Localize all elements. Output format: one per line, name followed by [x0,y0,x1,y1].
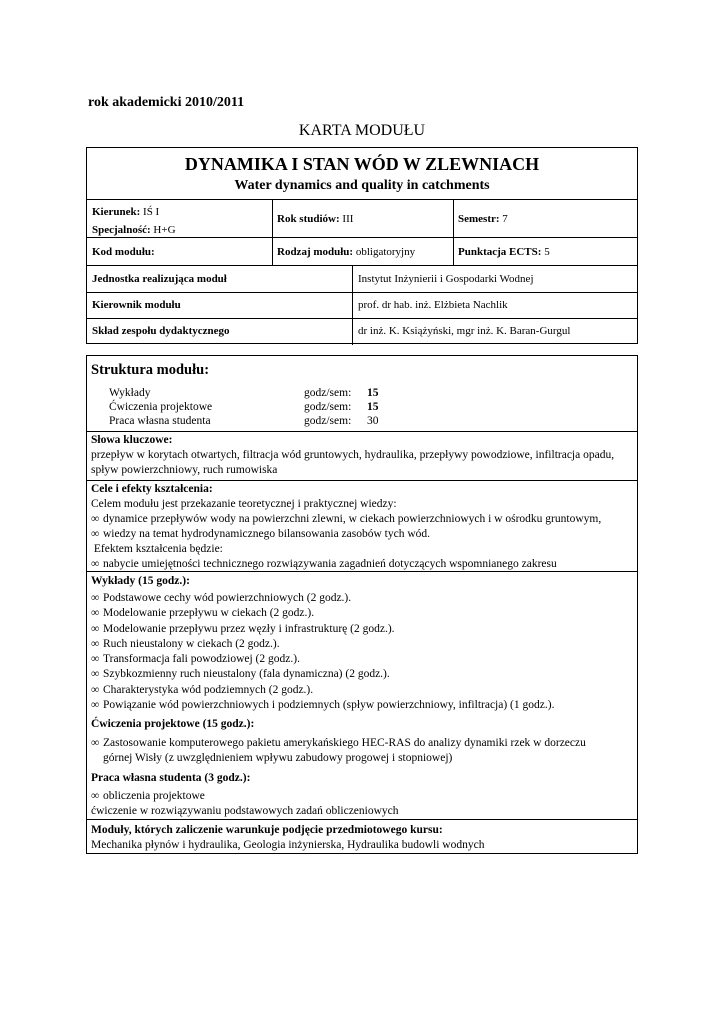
infinity-bullet-icon: ∞ [91,513,100,525]
exercises-line2: górnej Wisły (z uwzględnieniem wpływu zabudowy progowej i stopniowej) [103,752,453,764]
module-title-pl: DYNAMIKA I STAN WÓD W ZLEWNIACH [184,154,540,174]
lecture-item-text: Charakterystyka wód podziemnych (2 godz.). [103,683,314,696]
kierownik-label: Kierownik modułu [92,299,181,311]
selfwork-text: ćwiczenie w rozwiązywaniu podstawowych zadań obliczeniowych [91,805,399,817]
structure-hours: 15 [367,387,379,399]
keywords-text: przepływ w korytach otwartych, filtracja wód gruntowych, hydraulika, przepływy powodziowe, infiltracja opadu, spływ powierzchniowy, ruch rumowiska [91,449,615,477]
goals-heading: Cele i efekty kształcenia: [91,483,213,495]
structure-row-lectures [109,386,150,400]
infinity-bullet-icon: ∞ [91,699,100,712]
lecture-item-text: Modelowanie przepływu w ciekach (2 godz.). [103,607,315,620]
structure-unit: godz/sem: [304,401,352,413]
goals-effect [91,557,633,572]
infinity-bullet-icon: ∞ [91,683,100,696]
selfwork-item [91,789,633,804]
lecture-item-text: Ruch nieustalony w ciekach (2 godz.). [103,637,280,650]
structure-hours: 15 [367,401,379,413]
academic-year: rok akademicki 2010/2011 [88,95,245,110]
ects-value: 5 [544,246,550,258]
infinity-bullet-icon: ∞ [91,558,100,570]
lecture-item [91,667,633,682]
rodzaj-label: Rodzaj modułu: [277,246,354,258]
lectures-list [91,591,633,713]
lecture-item [91,683,633,698]
structure-row-selfwork [109,414,211,428]
infinity-bullet-icon: ∞ [91,528,100,540]
infinity-bullet-icon: ∞ [91,790,100,802]
exercises-heading: Ćwiczenia projektowe (15 godz.): [91,718,255,730]
infinity-bullet-icon: ∞ [91,737,100,749]
ects-label: Punktacja ECTS: [458,246,542,258]
rodzaj-value: obligatoryjny [355,246,416,258]
infinity-bullet-icon: ∞ [91,668,100,681]
structure-hours: 30 [367,415,379,427]
semestr-value: 7 [502,213,508,225]
lecture-item-text: Szybkozmienny ruch nieustalony (fala dynamiczna) (2 godz.). [103,668,390,681]
lecture-item [91,698,633,713]
kierunek-field [92,205,159,220]
structure-name: Ćwiczenia projektowe [109,401,213,413]
prereq-heading: Moduły, których zaliczenie warunkuje podjęcie przedmiotowego kursu: [91,824,443,836]
selfwork-item-text: obliczenia projektowe [103,790,205,802]
goals-item [91,527,633,542]
lecture-item-text: Modelowanie przepływu przez węzły i infrastrukturę (2 godz.). [103,622,395,635]
infinity-bullet-icon: ∞ [91,592,100,604]
lecture-item [91,652,633,667]
goals-effect-intro: Efektem kształcenia będzie: [91,543,223,555]
specjalnosc-value: H+G [153,224,176,236]
structure-name: Wykłady [109,387,151,399]
semestr-field [458,212,508,227]
structure-unit: godz/sem: [304,387,352,399]
selfwork-heading: Praca własna studenta (3 godz.): [91,772,251,784]
goals-effect-text: nabycie umiejętności technicznego rozwiązywania zagadnień dotyczących wspomnianego zakresu [103,558,557,570]
lecture-item [91,606,633,621]
exercises-line1-text: Zastosowanie komputerowego pakietu amerykańskiego HEC-RAS do analizy dynamiki rzek w dorzeczu [103,737,586,749]
lectures-heading: Wykłady (15 godz.): [91,575,190,587]
sklad-value: dr inż. K. Książyński, mgr inż. K. Baran-Gurgul [358,325,571,337]
sklad-label: Skład zespołu dydaktycznego [92,325,230,337]
ects-field [458,245,550,260]
structure-row-exercises [109,400,212,414]
goals-item-text: wiedzy na temat hydrodynamicznego bilansowania zasobów tych wód. [103,528,431,540]
infinity-bullet-icon: ∞ [91,607,100,620]
prereq-text: Mechanika płynów i hydraulika, Geologia inżynierska, Hydraulika budowli wodnych [91,839,485,851]
infinity-bullet-icon: ∞ [91,653,100,666]
module-structure-table [86,355,638,854]
kod-label: Kod modułu: [92,246,155,258]
jednostka-value: Instytut Inżynierii i Gospodarki Wodnej [358,273,534,285]
semestr-label: Semestr: [458,213,500,225]
specjalnosc-label: Specjalność: [92,224,151,236]
lecture-item [91,591,633,606]
kierunek-label: Kierunek: [92,206,141,218]
jednostka-label: Jednostka realizująca moduł [92,273,227,285]
module-title-en: Water dynamics and quality in catchments [234,178,490,193]
rok-field [277,212,353,227]
keywords-heading: Słowa kluczowe: [91,434,173,446]
kierunek-value: IŚ I [143,206,160,218]
rok-value: III [342,213,354,225]
lecture-item [91,637,633,652]
structure-heading: Struktura modułu: [91,362,210,378]
lecture-item-text: Powiązanie wód powierzchniowych i podziemnych (spływ powierzchniowy, infiltracja) (1 godz.). [103,699,555,712]
lecture-item-text: Transformacja fali powodziowej (2 godz.). [103,653,300,666]
lecture-item-text: Podstawowe cechy wód powierzchniowych (2 godz.). [103,592,352,604]
goals-item-text: dynamice przepływów wody na powierzchni zlewni, w ciekach powierzchniowych i w ośrodku gruntowym, [103,513,602,525]
module-header-table [86,147,638,344]
goals-item [91,512,633,527]
exercises-line1 [91,736,633,751]
infinity-bullet-icon: ∞ [91,622,100,635]
structure-name: Praca własna studenta [109,415,211,427]
document-title: KARTA MODUŁU [298,122,426,139]
structure-unit: godz/sem: [304,415,352,427]
infinity-bullet-icon: ∞ [91,637,100,650]
rodzaj-field [277,245,415,260]
specjalnosc-field [92,223,176,238]
kierownik-value: prof. dr hab. inż. Elżbieta Nachlik [358,299,508,311]
goals-intro: Celem modułu jest przekazanie teoretycznej i praktycznej wiedzy: [91,498,397,510]
rok-label: Rok studiów: [277,213,340,225]
lecture-item [91,622,633,637]
kod-field [92,245,155,260]
